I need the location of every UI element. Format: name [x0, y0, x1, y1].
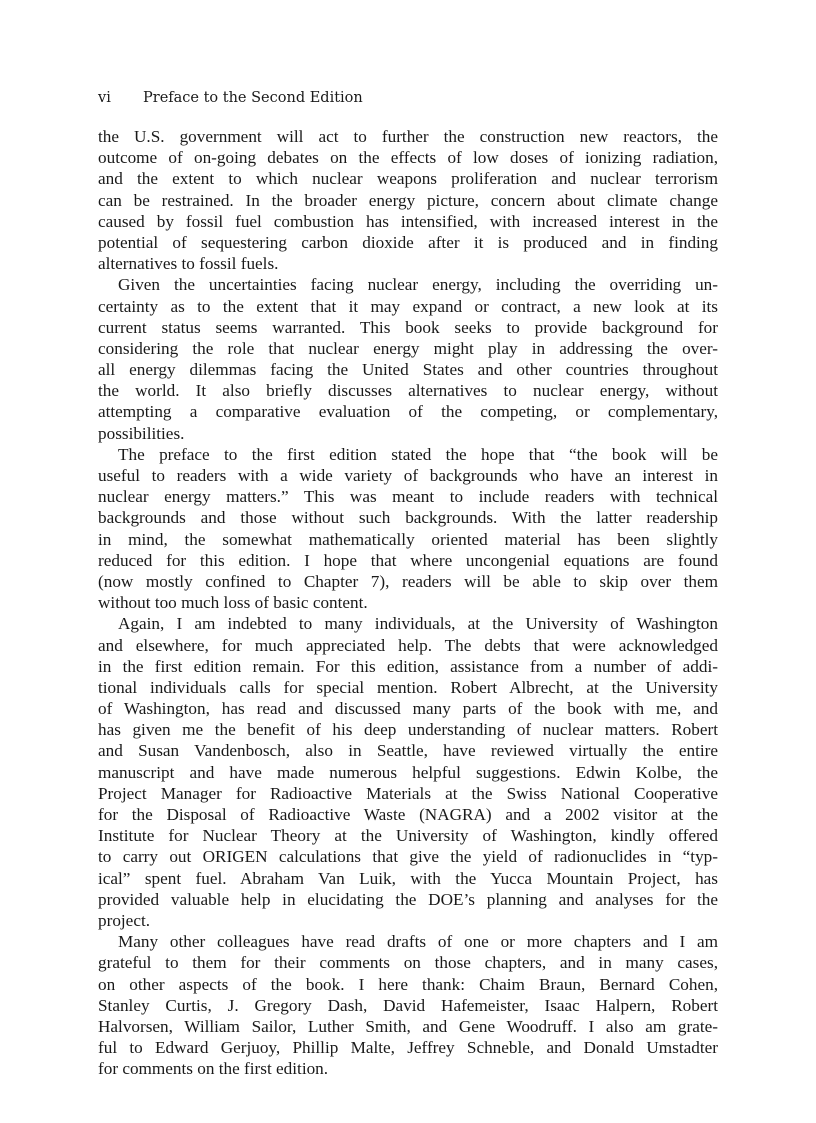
page-number: vi	[98, 90, 111, 106]
text-line: project.	[98, 910, 151, 930]
body-text	[98, 126, 718, 1079]
text-line: Institute for Nuclear Theory at the University of Washington, kindly offered	[98, 826, 718, 846]
text-line: the world. It also briefly discusses alternatives to nuclear energy, without	[98, 381, 718, 401]
text-line: manuscript and have made numerous helpful suggestions. Edwin Kolbe, the	[98, 762, 718, 782]
paragraph	[98, 931, 718, 1079]
text-line: Again, I am indebted to many individuals, at the University of Washington	[118, 614, 718, 634]
text-line: reduced for this edition. I hope that where uncongenial equations are found	[98, 550, 718, 570]
text-line: Stanley Curtis, J. Gregory Dash, David Hafemeister, Isaac Halpern, Robert	[98, 995, 718, 1015]
text-line: and elsewhere, for much appreciated help. The debts that were acknowledged	[98, 635, 718, 655]
text-line: grateful to them for their comments on those chapters, and in many cases,	[98, 953, 718, 973]
text-line: The preface to the first edition stated the hope that “the book will be	[118, 444, 718, 464]
text-line: the U.S. government will act to further the construction new reactors, the	[98, 127, 718, 146]
text-line: Many other colleagues have read drafts of one or more chapters and I am	[118, 932, 718, 952]
text-line: without too much loss of basic content.	[98, 593, 368, 613]
text-line: for comments on the first edition.	[98, 1059, 329, 1079]
text-line: Project Manager for Radioactive Materials at the Swiss National Cooperative	[98, 783, 718, 803]
text-line: Given the uncertainties facing nuclear energy, including the overriding un-	[118, 275, 718, 295]
text-line: ful to Edward Gerjuoy, Phillip Malte, Jeffrey Schneble, and Donald Umstadter	[98, 1038, 718, 1058]
text-line: to carry out ORIGEN calculations that give the yield of radionuclides in “typ-	[98, 847, 718, 867]
text-line: outcome of on-going debates on the effects of low doses of ionizing radiation,	[98, 148, 718, 168]
text-line: certainty as to the extent that it may expand or contract, a new look at its	[98, 296, 718, 316]
text-line: nuclear energy matters.” This was meant to include readers with technical	[98, 487, 718, 507]
text-line: all energy dilemmas facing the United States and other countries throughout	[98, 360, 718, 380]
text-line: possibilities.	[98, 423, 185, 443]
text-line: alternatives to fossil fuels.	[98, 254, 279, 274]
paragraph	[98, 613, 718, 931]
paragraph	[98, 126, 718, 274]
text-line: useful to readers with a wide variety of backgrounds who have an interest in	[98, 466, 718, 485]
text-line: on other aspects of the book. I here thank: Chaim Braun, Bernard Cohen,	[98, 974, 718, 994]
running-title: Preface to the Second Edition	[143, 90, 363, 106]
text-line: (now mostly confined to Chapter 7), readers will be able to skip over them	[98, 571, 718, 591]
text-line: in the first edition remain. For this edition, assistance from a number of addi-	[98, 656, 718, 676]
running-header	[98, 90, 363, 106]
text-line: has given me the benefit of his deep understanding of nuclear matters. Robert	[98, 720, 718, 740]
text-line: Halvorsen, William Sailor, Luther Smith, and Gene Woodruff. I also am grate-	[98, 1016, 718, 1036]
paragraph	[98, 444, 718, 614]
text-line: attempting a comparative evaluation of the competing, or complementary,	[98, 402, 718, 422]
text-line: potential of sequestering carbon dioxide after it is produced and in finding	[98, 232, 718, 252]
text-line: backgrounds and those without such backgrounds. With the latter readership	[98, 508, 718, 528]
text-line: in mind, the somewhat mathematically oriented material has been slightly	[98, 529, 718, 549]
text-line: ical” spent fuel. Abraham Van Luik, with the Yucca Mountain Project, has	[98, 868, 718, 888]
text-line: and Susan Vandenbosch, also in Seattle, have reviewed virtually the entire	[98, 741, 718, 761]
paragraph	[98, 274, 718, 444]
text-line: for the Disposal of Radioactive Waste (NAGRA) and a 2002 visitor at the	[98, 805, 718, 824]
text-line: current status seems warranted. This book seeks to provide background for	[98, 317, 718, 337]
text-line: provided valuable help in elucidating the DOE’s planning and analyses for the	[98, 889, 718, 909]
text-line: can be restrained. In the broader energy picture, concern about climate change	[98, 190, 718, 210]
text-line: caused by fossil fuel combustion has intensified, with increased interest in the	[98, 211, 718, 231]
text-line: considering the role that nuclear energy might play in addressing the over-	[98, 338, 718, 358]
text-line: tional individuals calls for special mention. Robert Albrecht, at the University	[98, 677, 718, 697]
text-line: of Washington, has read and discussed many parts of the book with me, and	[98, 699, 718, 719]
text-line: and the extent to which nuclear weapons proliferation and nuclear terrorism	[98, 169, 718, 189]
